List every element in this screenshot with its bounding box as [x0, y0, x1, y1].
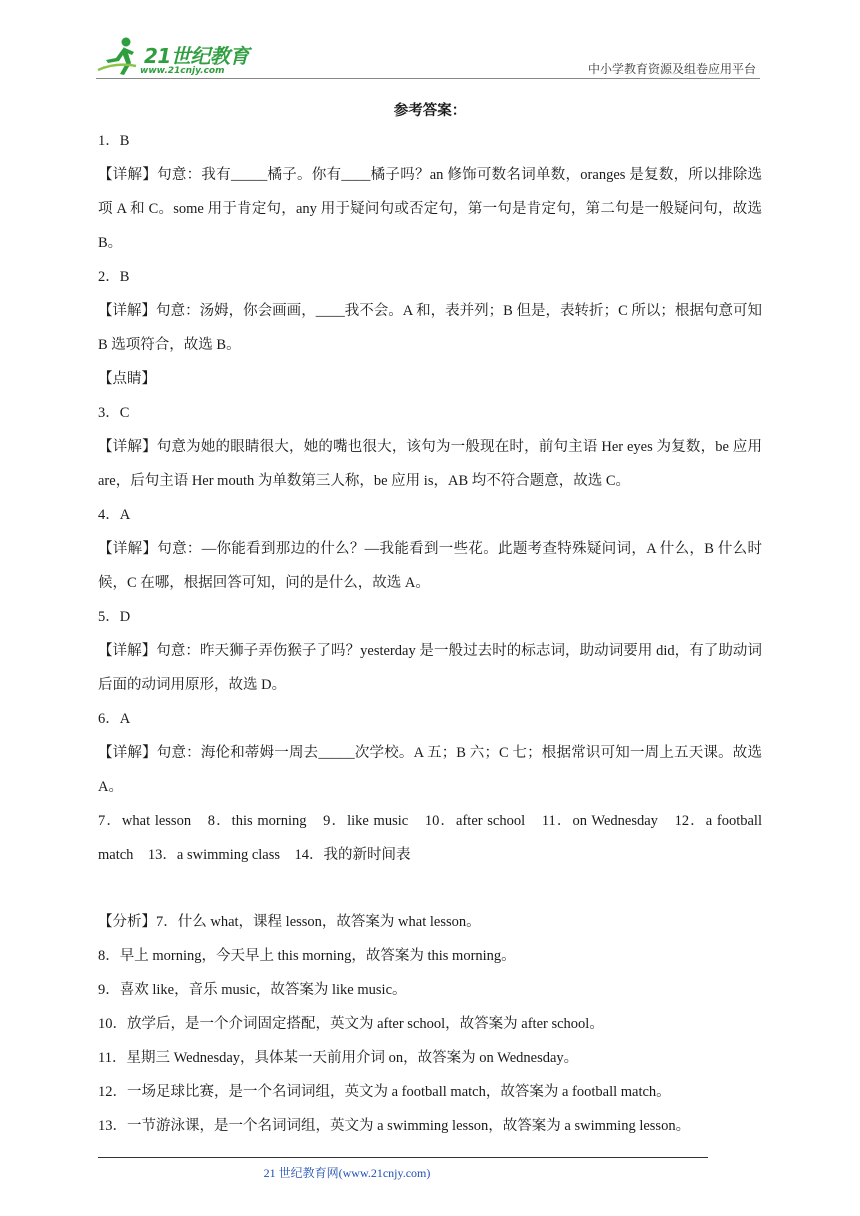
- answer-paragraph: 【详解】句意为她的眼睛很大，她的嘴也很大，该句为一般现在时，前句主语 Her eyes 为复数，be 应用 are，后句主语 Her mouth 为单数第三人称，be 应用 is，AB 均不符合题意，故选 C。: [98, 439, 762, 489]
- answer-line: 6．A: [98, 711, 131, 727]
- answer-paragraph: 7．what lesson 8．this morning 9．like music 10．after school 11．on Wednesday 12．a football match 13．a swimming class 14．我的新时间表: [98, 813, 762, 863]
- header-divider: [96, 78, 760, 79]
- header-tagline: 中小学教育资源及组卷应用平台: [587, 62, 756, 76]
- answer-list: [98, 124, 762, 1143]
- answer-paragraph: 【详解】句意：昨天狮子弄伤猴子了吗？yesterday 是一般过去时的标志词，助动词要用 did，有了助动词后面的动词用原形，故选 D。: [98, 643, 762, 693]
- answer-paragraph: 【详解】句意：海伦和蒂姆一周去_____次学校。A 五；B 六；C 七；根据常识可知一周上五天课。故选 A。: [98, 745, 762, 795]
- answer-line: 13．一节游泳课，是一个名词词组，英文为 a swimming lesson，故答案为 a swimming lesson。: [98, 1118, 691, 1134]
- answer-paragraph: 【详解】句意：汤姆，你会画画，____我不会。A 和，表并列；B 但是，表转折；C 所以；根据句意可知 B 选项符合，故选 B。: [98, 303, 762, 353]
- answer-line: 4．A: [98, 507, 131, 523]
- logo-text: 21世纪教育: [144, 44, 249, 68]
- footer-source[interactable]: 21 世纪教育网(www.21cnjy.com): [263, 1166, 431, 1180]
- page-title: 参考答案：: [393, 103, 467, 119]
- site-logo[interactable]: [96, 36, 266, 80]
- answer-line: 11．星期三 Wednesday，具体某一天前用介词 on，故答案为 on Wednesday。: [98, 1050, 579, 1066]
- page-header: [96, 30, 760, 80]
- logo-url: www.21cnjy.com: [140, 66, 225, 76]
- answer-line: 【分析】7．什么 what，课程 lesson，故答案为 what lesson。: [98, 914, 481, 930]
- answer-line: 【点睛】: [98, 371, 156, 387]
- answer-line: 9．喜欢 like，音乐 music，故答案为 like music。: [98, 982, 407, 998]
- answer-line: 8．早上 morning，今天早上 this morning，故答案为 this morning。: [98, 948, 516, 964]
- blank-spacer: [98, 872, 762, 905]
- footer-divider: [98, 1157, 708, 1158]
- answer-line: 5．D: [98, 609, 131, 625]
- answer-line: 3．C: [98, 405, 130, 421]
- answer-paragraph: 【详解】句意：我有_____橘子。你有____橘子吗？an 修饰可数名词单数，oranges 是复数，所以排除选项 A 和 C。some 用于肯定句，any 用于疑问句或否定句，第一句是肯定句，第二句是一般疑问句，故选 B。: [98, 167, 762, 251]
- answer-paragraph: 【详解】句意：—你能看到那边的什么？—我能看到一些花。此题考查特殊疑问词，A 什么，B 什么时候，C 在哪，根据回答可知，问的是什么，故选 A。: [98, 541, 762, 591]
- answer-line: 2．B: [98, 269, 130, 285]
- answer-line: 1．B: [98, 133, 130, 149]
- runner-logo-icon: [96, 36, 140, 78]
- answer-line: 12．一场足球比赛，是一个名词词组，英文为 a football match，故答案为 a football match。: [98, 1084, 671, 1100]
- answer-line: 10．放学后，是一个介词固定搭配，英文为 after school，故答案为 after school。: [98, 1016, 604, 1032]
- answer-document: [98, 98, 762, 1143]
